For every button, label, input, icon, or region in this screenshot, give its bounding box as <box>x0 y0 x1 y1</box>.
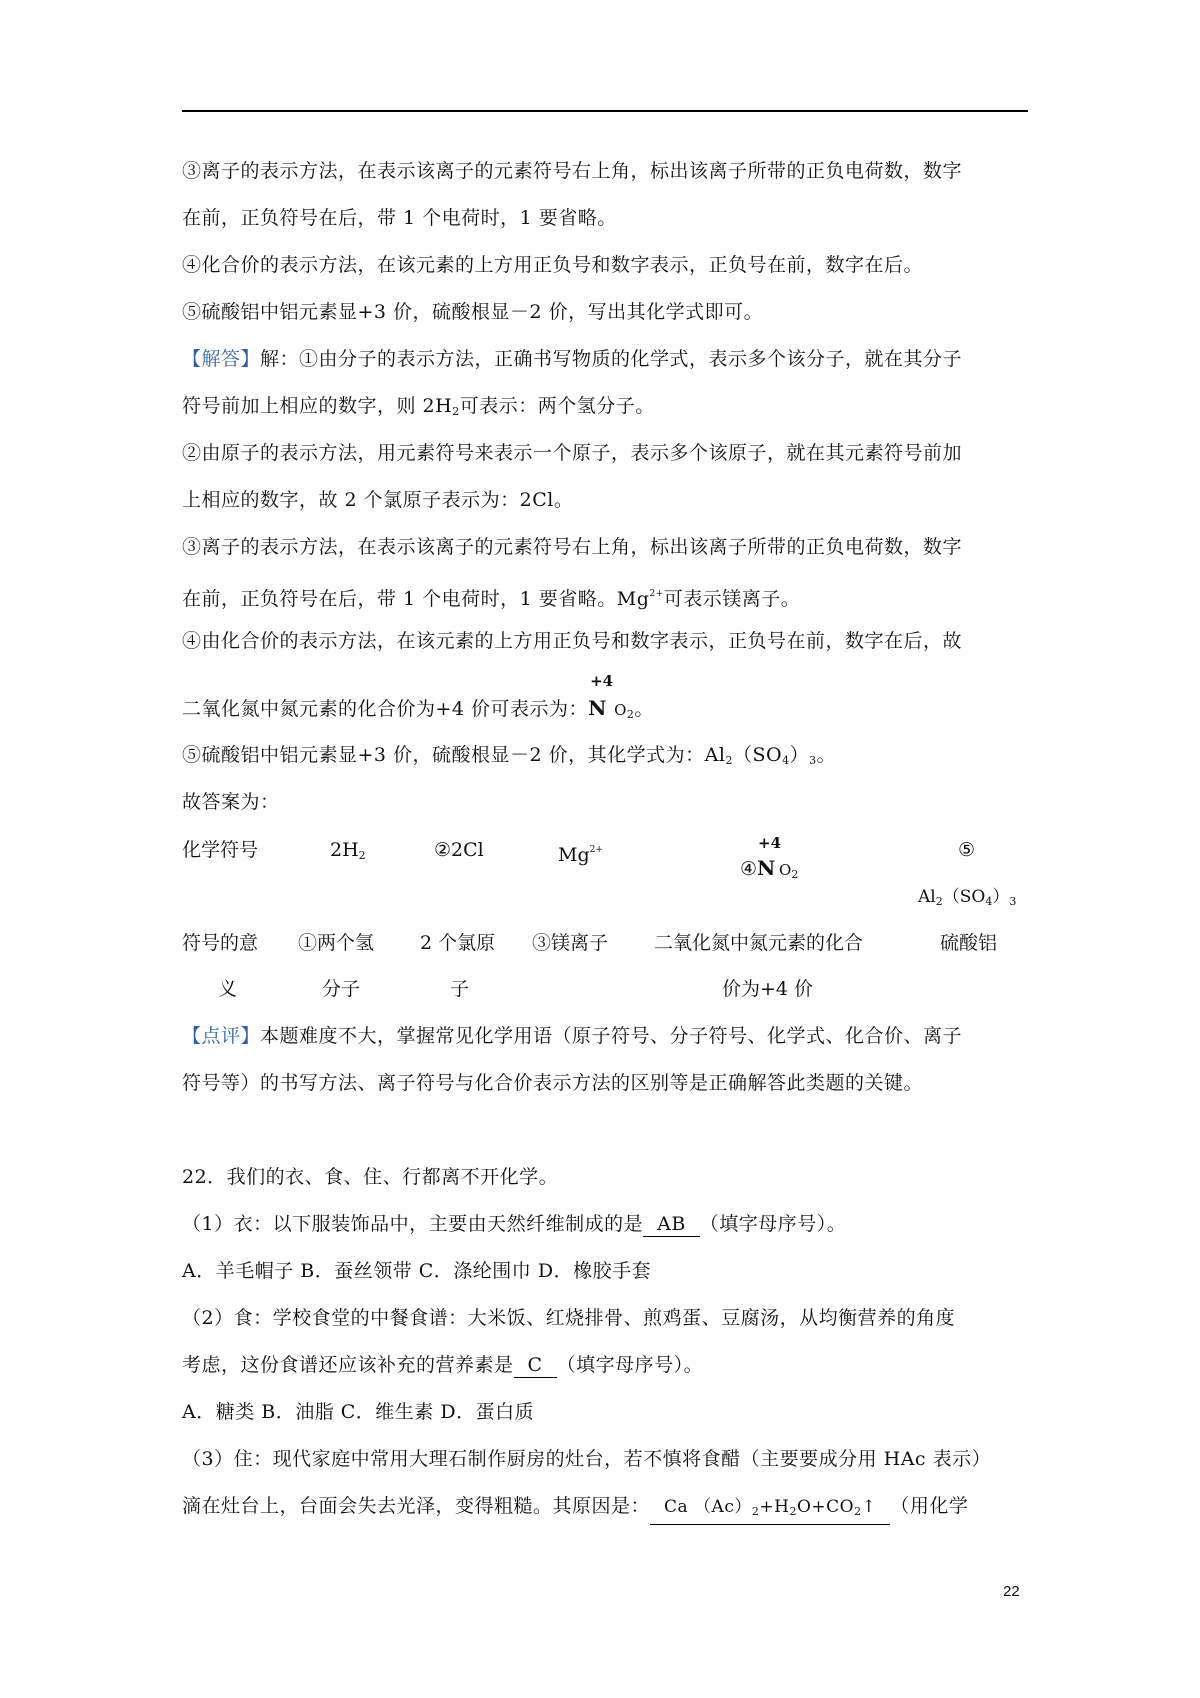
answer-blank: AB <box>643 1212 700 1237</box>
subscript: 3 <box>809 754 817 767</box>
subscript: 3 <box>1009 895 1017 908</box>
table-cell: 硫酸铝 <box>940 932 998 954</box>
text: 考虑，这份食谱还应该补充的营养素是 <box>182 1354 514 1376</box>
text-line: ④由化合价的表示方法，在该元素的上方用正负号和数字表示，正负号在前，数字在后，故 <box>182 630 963 652</box>
text-line: （3）住：现代家庭中常用大理石制作厨房的灶台，若不慎将食醋（主要要成分用 HAc 表示） <box>182 1448 992 1470</box>
element-symbol: N <box>588 696 607 720</box>
text: 2H <box>330 839 359 861</box>
subscript: 2 <box>358 849 366 862</box>
question-title: 22．我们的衣、食、住、行都离不开化学。 <box>182 1166 559 1188</box>
text-line: ⑤硫酸铝中铝元素显+3 价，硫酸根显－2 价，写出其化学式即可。 <box>182 301 764 323</box>
text: 解：①由分子的表示方法，正确书写物质的化学式，表示多个该分子，就在其分子 <box>260 348 963 370</box>
answer-blank: C <box>514 1353 557 1378</box>
text-line: （2）食：学校食堂的中餐食谱：大米饭、红烧排骨、煎鸡蛋、豆腐汤，从均衡营养的角度 <box>182 1307 956 1329</box>
text: +H <box>759 1497 790 1517</box>
text: （填字母序号）。 <box>699 1213 847 1235</box>
subscript: 2 <box>751 1505 760 1518</box>
subscript: 2 <box>854 1505 862 1518</box>
table-cell: 子 <box>450 978 470 1000</box>
text-line <box>182 1212 846 1237</box>
table-cell: 价为+4 价 <box>722 978 814 1000</box>
text: （SO <box>732 744 783 766</box>
text-line <box>182 743 836 773</box>
subscript: 2 <box>626 708 635 721</box>
table-cell: 化学符号 <box>182 839 259 861</box>
table-cell: ③镁离子 <box>532 932 609 954</box>
text: Mg <box>558 844 590 866</box>
table-cell: ②2Cl <box>434 839 484 861</box>
text-line <box>182 672 654 727</box>
text: ） <box>992 887 1010 907</box>
text-line <box>182 394 655 424</box>
table-cell: 2 个氯原 <box>420 932 496 954</box>
subscript: 4 <box>985 895 993 908</box>
text: O+CO <box>796 1497 855 1517</box>
valence-notation <box>588 672 614 721</box>
text: 可表示镁离子。 <box>663 588 801 610</box>
text-line <box>182 1494 968 1525</box>
text-line <box>182 582 800 611</box>
text-line: 符号等）的书写方法、离子符号与化合价表示方法的区别等是正确解答此类题的关键。 <box>182 1072 924 1094</box>
text-line: A．糖类 B．油脂 C．维生素 D．蛋白质 <box>182 1401 535 1423</box>
text: 二氧化氮中氮元素的化合价为+4 价可表示为： <box>182 698 589 720</box>
subscript: 2 <box>791 868 799 881</box>
text: （填字母序号）。 <box>556 1354 704 1376</box>
table-cell <box>740 834 799 887</box>
text-line: 故答案为： <box>182 791 280 813</box>
text: O <box>779 861 792 879</box>
table-cell <box>558 838 603 867</box>
text-line: ③离子的表示方法，在表示该离子的元素符号右上角，标出该离子所带的正负电荷数，数字 <box>182 536 963 558</box>
text: ④ <box>740 858 758 880</box>
text: 符号前加上相应的数字，则 2H <box>182 395 453 417</box>
text: ⑤硫酸铝中铝元素显+3 价，硫酸根显－2 价，其化学式为：Al <box>182 744 726 766</box>
comment-tag: 【点评】 <box>182 1025 261 1047</box>
answer-paragraph <box>182 347 962 371</box>
valence-value: +4 <box>590 672 614 690</box>
subscript: 2 <box>935 895 943 908</box>
table-cell: 分子 <box>322 978 361 1000</box>
table-cell: ①两个氢 <box>298 932 375 954</box>
text: 可表示：两个氢分子。 <box>459 395 655 417</box>
answer-tag: 【解答】 <box>182 348 261 370</box>
subscript: 2 <box>789 1505 797 1518</box>
comment-paragraph <box>182 1024 962 1048</box>
text: （用化学 <box>890 1495 969 1517</box>
text: 滴在灶台上，台面会失去光泽，变得粗糙。其原因是： <box>182 1495 651 1517</box>
text: （SO <box>942 887 986 907</box>
table-cell: ⑤ <box>958 839 976 861</box>
text-line: ④化合价的表示方法，在该元素的上方用正负号和数字表示，正负号在前，数字在后。 <box>182 254 924 276</box>
page-number: 22 <box>1003 1583 1020 1600</box>
text: Al <box>918 887 936 907</box>
header-rule <box>182 110 1028 112</box>
valence-notation <box>757 834 782 881</box>
text-line: A．羊毛帽子 B．蚕丝领带 C．涤纶围巾 D．橡胶手套 <box>182 1260 652 1282</box>
superscript: 2+ <box>649 589 664 599</box>
text-line: ③离子的表示方法，在表示该离子的元素符号右上角，标出该离子所带的正负电荷数，数字 <box>182 160 963 182</box>
table-cell: 二氧化氮中氮元素的化合 <box>654 932 864 954</box>
answer-blank <box>650 1495 890 1525</box>
text-line: 上相应的数字，故 2 个氯原子表示为：2Cl。 <box>182 489 574 511</box>
text: （1）衣：以下服装饰品中，主要由天然纤维制成的是 <box>182 1213 644 1235</box>
element-symbol: N <box>757 856 776 880</box>
text-line <box>182 1353 703 1378</box>
table-cell <box>918 885 1016 914</box>
text: 在前，正负符号在后，带 1 个电荷时，1 要省略。Mg <box>182 588 650 610</box>
text: Ca （Ac） <box>664 1497 752 1517</box>
valence-value: +4 <box>758 834 782 852</box>
subscript: 2 <box>725 754 733 767</box>
table-cell <box>330 838 366 868</box>
text-line: 在前，正负符号在后，带 1 个电荷时，1 要省略。 <box>182 207 617 229</box>
text: O <box>614 701 627 719</box>
text: 本题难度不大，掌握常见化学用语（原子符号、分子符号、化学式、化合价、离子 <box>260 1025 963 1047</box>
text: 。 <box>634 698 654 720</box>
text-line: ②由原子的表示方法，用元素符号来表示一个原子，表示多个该原子，就在其元素符号前加 <box>182 442 963 464</box>
text: ↑ <box>861 1497 877 1517</box>
table-cell: 符号的意 <box>182 932 259 954</box>
superscript: 2+ <box>589 845 603 855</box>
text: ） <box>789 744 810 766</box>
subscript: 2 <box>452 405 460 418</box>
table-cell: 义 <box>218 978 238 1000</box>
subscript: 4 <box>782 754 790 767</box>
text: 。 <box>816 744 837 766</box>
